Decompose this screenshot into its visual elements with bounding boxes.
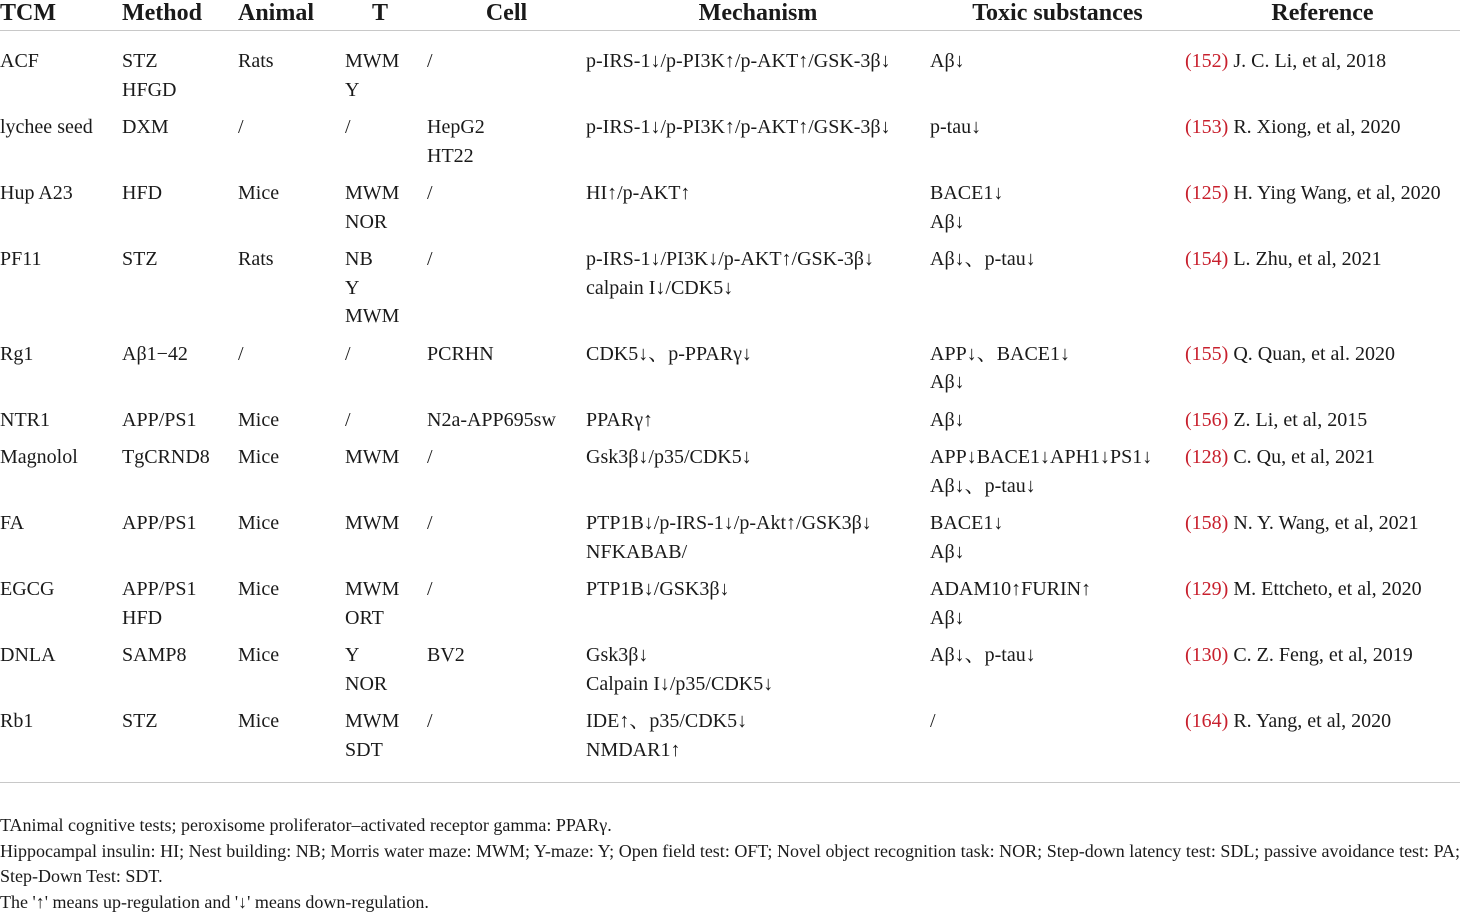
reference-paren: ( bbox=[1185, 644, 1192, 666]
cell-toxic-substances-line: APP↓BACE1↓APH1↓PS1↓ bbox=[930, 443, 1185, 472]
cell-animal-line: Mice bbox=[238, 509, 345, 538]
cell-reference bbox=[1185, 406, 1460, 444]
cell-mechanism bbox=[586, 707, 930, 783]
header-cell: Cell bbox=[427, 0, 586, 31]
cell-mechanism-line: p-IRS-1↓/p-PI3K↑/p-AKT↑/GSK-3β↓ bbox=[586, 47, 930, 76]
cell-toxic-substances-line: / bbox=[930, 707, 1185, 736]
header-t: T bbox=[345, 0, 427, 31]
cell-cell-line-line: BV2 bbox=[427, 641, 586, 670]
cell-toxic-substances-line: APP↓、BACE1↓ bbox=[930, 340, 1185, 369]
cell-test-line: / bbox=[345, 406, 427, 435]
cell-method-line: DXM bbox=[122, 113, 238, 142]
cell-cell-line bbox=[427, 707, 586, 783]
reference-citation: R. Yang, et al, 2020 bbox=[1233, 710, 1391, 732]
cell-animal bbox=[238, 179, 345, 245]
reference-paren: ) bbox=[1222, 644, 1229, 666]
cell-method-line: STZ bbox=[122, 707, 238, 736]
cell-mechanism bbox=[586, 179, 930, 245]
cell-tcm bbox=[0, 340, 122, 406]
cell-method bbox=[122, 340, 238, 406]
cell-toxic-substances bbox=[930, 179, 1185, 245]
cell-toxic-substances bbox=[930, 245, 1185, 340]
reference-paren: ( bbox=[1185, 512, 1192, 534]
cell-toxic-substances-line: BACE1↓ bbox=[930, 509, 1185, 538]
reference-citation: C. Z. Feng, et al, 2019 bbox=[1233, 644, 1412, 666]
cell-animal-line: Mice bbox=[238, 406, 345, 435]
cell-mechanism bbox=[586, 575, 930, 641]
cell-toxic-substances bbox=[930, 509, 1185, 575]
cell-method-line: HFD bbox=[122, 179, 238, 208]
cell-method bbox=[122, 113, 238, 179]
table-row bbox=[0, 641, 1460, 707]
cell-toxic-substances bbox=[930, 641, 1185, 707]
cell-method bbox=[122, 31, 238, 114]
footnote-cognitive-tests: TAnimal cognitive tests; peroxisome proliferator–activated receptor gamma: PPARγ. bbox=[0, 813, 1460, 839]
cell-animal bbox=[238, 707, 345, 783]
cell-animal bbox=[238, 340, 345, 406]
reference-paren: ( bbox=[1185, 343, 1192, 365]
cell-cell-line-line: / bbox=[427, 509, 586, 538]
cell-reference bbox=[1185, 340, 1460, 406]
cell-cell-line bbox=[427, 245, 586, 340]
reference-paren: ( bbox=[1185, 710, 1192, 732]
header-tcm: TCM bbox=[0, 0, 122, 31]
cell-toxic-substances bbox=[930, 113, 1185, 179]
table-row bbox=[0, 707, 1460, 783]
reference-citation: N. Y. Wang, et al, 2021 bbox=[1233, 512, 1418, 534]
cell-test bbox=[345, 179, 427, 245]
cell-cell-line bbox=[427, 443, 586, 509]
cell-tcm-line: NTR1 bbox=[0, 406, 122, 435]
cell-cell-line-line: / bbox=[427, 245, 586, 274]
cell-test-line: MWM bbox=[345, 575, 427, 604]
cell-animal bbox=[238, 113, 345, 179]
cell-method-line: HFGD bbox=[122, 76, 238, 105]
reference-number-link[interactable]: 152 bbox=[1192, 50, 1222, 72]
table-row bbox=[0, 509, 1460, 575]
reference-citation: M. Ettcheto, et al, 2020 bbox=[1233, 578, 1421, 600]
cell-tcm-line: PF11 bbox=[0, 245, 122, 274]
cell-toxic-substances-line: Aβ↓、p-tau↓ bbox=[930, 472, 1185, 501]
cell-cell-line-line: HepG2 bbox=[427, 113, 586, 142]
reference-paren: ( bbox=[1185, 50, 1192, 72]
table-row bbox=[0, 113, 1460, 179]
reference-paren: ( bbox=[1185, 116, 1192, 138]
reference-paren: ) bbox=[1222, 578, 1229, 600]
table-body bbox=[0, 31, 1460, 783]
cell-cell-line bbox=[427, 340, 586, 406]
cell-tcm bbox=[0, 707, 122, 783]
reference-paren: ) bbox=[1222, 512, 1229, 534]
cell-toxic-substances-line: Aβ↓、p-tau↓ bbox=[930, 641, 1185, 670]
cell-animal bbox=[238, 31, 345, 114]
cell-method bbox=[122, 641, 238, 707]
cell-cell-line-line: HT22 bbox=[427, 142, 586, 171]
cell-tcm-line: Hup A23 bbox=[0, 179, 122, 208]
cell-test bbox=[345, 31, 427, 114]
cell-reference bbox=[1185, 245, 1460, 340]
cell-cell-line bbox=[427, 406, 586, 444]
cell-toxic-substances-line: Aβ↓、p-tau↓ bbox=[930, 245, 1185, 274]
cell-tcm-line: lychee seed bbox=[0, 113, 122, 142]
reference-citation: J. C. Li, et al, 2018 bbox=[1233, 50, 1386, 72]
cell-reference bbox=[1185, 113, 1460, 179]
cell-reference bbox=[1185, 443, 1460, 509]
header-mechanism: Mechanism bbox=[586, 0, 930, 31]
cell-tcm bbox=[0, 31, 122, 114]
cell-test bbox=[345, 509, 427, 575]
cell-test-line: NOR bbox=[345, 670, 427, 699]
table-row bbox=[0, 406, 1460, 444]
cell-method-line: HFD bbox=[122, 604, 238, 633]
cell-test bbox=[345, 113, 427, 179]
cell-animal-line: Rats bbox=[238, 245, 345, 274]
cell-method bbox=[122, 707, 238, 783]
reference-number-link[interactable]: 130 bbox=[1192, 644, 1222, 666]
cell-method-line: APP/PS1 bbox=[122, 406, 238, 435]
cell-cell-line bbox=[427, 641, 586, 707]
cell-tcm bbox=[0, 509, 122, 575]
footnote-arrows: The '↑' means up-regulation and '↓' means down-regulation. bbox=[0, 890, 1460, 915]
reference-citation: Q. Quan, et al. 2020 bbox=[1233, 343, 1395, 365]
cell-method bbox=[122, 443, 238, 509]
cell-cell-line-line: / bbox=[427, 47, 586, 76]
cell-test bbox=[345, 707, 427, 783]
cell-animal bbox=[238, 509, 345, 575]
cell-mechanism-line: CDK5↓、p-PPARγ↓ bbox=[586, 340, 930, 369]
cell-tcm-line: Magnolol bbox=[0, 443, 122, 472]
reference-paren: ( bbox=[1185, 578, 1192, 600]
reference-citation: R. Xiong, et al, 2020 bbox=[1233, 116, 1400, 138]
cell-tcm bbox=[0, 443, 122, 509]
cell-test bbox=[345, 443, 427, 509]
header-animal: Animal bbox=[238, 0, 345, 31]
header-method: Method bbox=[122, 0, 238, 31]
cell-mechanism-line: calpain I↓/CDK5↓ bbox=[586, 274, 930, 303]
cell-reference bbox=[1185, 509, 1460, 575]
cell-test-line: NOR bbox=[345, 208, 427, 237]
cell-reference bbox=[1185, 641, 1460, 707]
table-row bbox=[0, 340, 1460, 406]
reference-number-link[interactable]: 154 bbox=[1192, 248, 1222, 270]
reference-number-link[interactable]: 164 bbox=[1192, 710, 1222, 732]
reference-number-link[interactable]: 125 bbox=[1192, 182, 1222, 204]
cell-toxic-substances bbox=[930, 340, 1185, 406]
cell-test-line: / bbox=[345, 340, 427, 369]
cell-test bbox=[345, 245, 427, 340]
cell-mechanism-line: Calpain I↓/p35/CDK5↓ bbox=[586, 670, 930, 699]
cell-mechanism-line: PPARγ↑ bbox=[586, 406, 930, 435]
reference-number-link[interactable]: 158 bbox=[1192, 512, 1222, 534]
cell-animal-line: Mice bbox=[238, 641, 345, 670]
cell-test-line: MWM bbox=[345, 443, 427, 472]
cell-cell-line-line: N2a-APP695sw bbox=[427, 406, 586, 435]
cell-method-line: Aβ1−42 bbox=[122, 340, 238, 369]
cell-mechanism-line: NFKABAB/ bbox=[586, 538, 930, 567]
cell-cell-line-line: PCRHN bbox=[427, 340, 586, 369]
cell-animal bbox=[238, 575, 345, 641]
cell-mechanism-line: IDE↑、p35/CDK5↓ bbox=[586, 707, 930, 736]
reference-paren: ) bbox=[1222, 409, 1229, 431]
cell-test bbox=[345, 575, 427, 641]
cell-cell-line-line: / bbox=[427, 707, 586, 736]
cell-test-line: MWM bbox=[345, 179, 427, 208]
reference-citation: H. Ying Wang, et al, 2020 bbox=[1233, 182, 1440, 204]
table-row bbox=[0, 245, 1460, 340]
cell-tcm-line: DNLA bbox=[0, 641, 122, 670]
cell-method-line: STZ bbox=[122, 245, 238, 274]
cell-toxic-substances bbox=[930, 575, 1185, 641]
cell-mechanism-line: Gsk3β↓/p35/CDK5↓ bbox=[586, 443, 930, 472]
table-header-row bbox=[0, 0, 1460, 31]
cell-cell-line bbox=[427, 575, 586, 641]
reference-paren: ( bbox=[1185, 248, 1192, 270]
cell-mechanism-line: HI↑/p-AKT↑ bbox=[586, 179, 930, 208]
cell-mechanism bbox=[586, 245, 930, 340]
header-toxic-substances: Toxic substances bbox=[930, 0, 1185, 31]
cell-tcm bbox=[0, 406, 122, 444]
table-row bbox=[0, 575, 1460, 641]
footnote-abbreviations: Hippocampal insulin: HI; Nest building: NB; Morris water maze: MWM; Y-maze: Y; Open field test: OFT; Novel object recognition task: NOR; Step-down latency test: SDL; passive avoidance test: PA; Step-Down Test: SDT. bbox=[0, 839, 1460, 890]
cell-cell-line bbox=[427, 509, 586, 575]
cell-test-line: SDT bbox=[345, 736, 427, 765]
reference-paren: ( bbox=[1185, 446, 1192, 468]
reference-number-link[interactable]: 153 bbox=[1192, 116, 1222, 138]
reference-citation: L. Zhu, et al, 2021 bbox=[1233, 248, 1381, 270]
reference-paren: ) bbox=[1222, 710, 1229, 732]
cell-tcm-line: Rb1 bbox=[0, 707, 122, 736]
cell-toxic-substances-line: Aβ↓ bbox=[930, 406, 1185, 435]
cell-animal-line: Mice bbox=[238, 179, 345, 208]
cell-toxic-substances bbox=[930, 31, 1185, 114]
cell-method-line: SAMP8 bbox=[122, 641, 238, 670]
cell-method bbox=[122, 575, 238, 641]
header-reference: Reference bbox=[1185, 0, 1460, 31]
cell-tcm bbox=[0, 179, 122, 245]
cell-method-line: TgCRND8 bbox=[122, 443, 238, 472]
cell-cell-line-line: / bbox=[427, 443, 586, 472]
cell-method bbox=[122, 179, 238, 245]
cell-test-line: Y bbox=[345, 76, 427, 105]
reference-number-link[interactable]: 128 bbox=[1192, 446, 1222, 468]
cell-test-line: NB bbox=[345, 245, 427, 274]
cell-toxic-substances-line: BACE1↓ bbox=[930, 179, 1185, 208]
cell-test-line: MWM bbox=[345, 509, 427, 538]
cell-toxic-substances-line: Aβ↓ bbox=[930, 538, 1185, 567]
cell-tcm-line: FA bbox=[0, 509, 122, 538]
cell-method-line: STZ bbox=[122, 47, 238, 76]
cell-test-line: Y bbox=[345, 641, 427, 670]
cell-toxic-substances-line: Aβ↓ bbox=[930, 208, 1185, 237]
cell-animal bbox=[238, 641, 345, 707]
cell-method bbox=[122, 245, 238, 340]
cell-mechanism bbox=[586, 340, 930, 406]
cell-reference bbox=[1185, 179, 1460, 245]
cell-toxic-substances-line: Aβ↓ bbox=[930, 604, 1185, 633]
cell-toxic-substances-line: p-tau↓ bbox=[930, 113, 1185, 142]
cell-animal-line: Rats bbox=[238, 47, 345, 76]
cell-mechanism-line: PTP1B↓/p-IRS-1↓/p-Akt↑/GSK3β↓ bbox=[586, 509, 930, 538]
cell-reference bbox=[1185, 575, 1460, 641]
reference-paren: ) bbox=[1222, 182, 1229, 204]
cell-test bbox=[345, 406, 427, 444]
cell-test-line: MWM bbox=[345, 47, 427, 76]
cell-animal-line: Mice bbox=[238, 575, 345, 604]
cell-toxic-substances-line: Aβ↓ bbox=[930, 368, 1185, 397]
cell-toxic-substances bbox=[930, 707, 1185, 783]
cell-reference bbox=[1185, 707, 1460, 783]
cell-test-line: / bbox=[345, 113, 427, 142]
cell-tcm bbox=[0, 575, 122, 641]
cell-test bbox=[345, 340, 427, 406]
cell-test-line: MWM bbox=[345, 302, 427, 331]
reference-number-link[interactable]: 156 bbox=[1192, 409, 1222, 431]
cell-mechanism bbox=[586, 443, 930, 509]
reference-paren: ) bbox=[1222, 50, 1229, 72]
cell-cell-line bbox=[427, 31, 586, 114]
cell-cell-line bbox=[427, 113, 586, 179]
cell-animal bbox=[238, 245, 345, 340]
cell-animal-line: / bbox=[238, 340, 345, 369]
reference-number-link[interactable]: 129 bbox=[1192, 578, 1222, 600]
cell-toxic-substances bbox=[930, 443, 1185, 509]
cell-mechanism-line: NMDAR1↑ bbox=[586, 736, 930, 765]
cell-animal-line: Mice bbox=[238, 707, 345, 736]
cell-animal bbox=[238, 443, 345, 509]
reference-citation: C. Qu, et al, 2021 bbox=[1233, 446, 1375, 468]
reference-paren: ( bbox=[1185, 182, 1192, 204]
cell-method bbox=[122, 406, 238, 444]
reference-paren: ) bbox=[1222, 116, 1229, 138]
reference-number-link[interactable]: 155 bbox=[1192, 343, 1222, 365]
cell-tcm-line: ACF bbox=[0, 47, 122, 76]
cell-mechanism-line: p-IRS-1↓/PI3K↓/p-AKT↑/GSK-3β↓ bbox=[586, 245, 930, 274]
table-row bbox=[0, 31, 1460, 114]
cell-mechanism bbox=[586, 406, 930, 444]
cell-mechanism bbox=[586, 509, 930, 575]
cell-toxic-substances bbox=[930, 406, 1185, 444]
table-row bbox=[0, 443, 1460, 509]
cell-tcm bbox=[0, 641, 122, 707]
cell-animal-line: / bbox=[238, 113, 345, 142]
reference-citation: Z. Li, et al, 2015 bbox=[1233, 409, 1367, 431]
cell-method bbox=[122, 509, 238, 575]
cell-mechanism-line: Gsk3β↓ bbox=[586, 641, 930, 670]
reference-paren: ) bbox=[1222, 343, 1229, 365]
cell-tcm bbox=[0, 245, 122, 340]
cell-animal-line: Mice bbox=[238, 443, 345, 472]
reference-paren: ) bbox=[1222, 248, 1229, 270]
cell-mechanism bbox=[586, 113, 930, 179]
cell-method-line: APP/PS1 bbox=[122, 509, 238, 538]
cell-tcm-line: EGCG bbox=[0, 575, 122, 604]
cell-tcm-line: Rg1 bbox=[0, 340, 122, 369]
reference-paren: ) bbox=[1222, 446, 1229, 468]
table-row bbox=[0, 179, 1460, 245]
table-footnotes bbox=[0, 813, 1460, 915]
cell-mechanism bbox=[586, 641, 930, 707]
cell-toxic-substances-line: Aβ↓ bbox=[930, 47, 1185, 76]
cell-mechanism-line: p-IRS-1↓/p-PI3K↑/p-AKT↑/GSK-3β↓ bbox=[586, 113, 930, 142]
cell-test-line: Y bbox=[345, 274, 427, 303]
cell-mechanism-line: PTP1B↓/GSK3β↓ bbox=[586, 575, 930, 604]
cell-reference bbox=[1185, 31, 1460, 114]
cell-tcm bbox=[0, 113, 122, 179]
cell-toxic-substances-line: ADAM10↑FURIN↑ bbox=[930, 575, 1185, 604]
cell-test-line: ORT bbox=[345, 604, 427, 633]
cell-cell-line bbox=[427, 179, 586, 245]
cell-test bbox=[345, 641, 427, 707]
cell-cell-line-line: / bbox=[427, 575, 586, 604]
reference-paren: ( bbox=[1185, 409, 1192, 431]
cell-mechanism bbox=[586, 31, 930, 114]
cell-test-line: MWM bbox=[345, 707, 427, 736]
cell-method-line: APP/PS1 bbox=[122, 575, 238, 604]
cell-cell-line-line: / bbox=[427, 179, 586, 208]
cell-animal bbox=[238, 406, 345, 444]
